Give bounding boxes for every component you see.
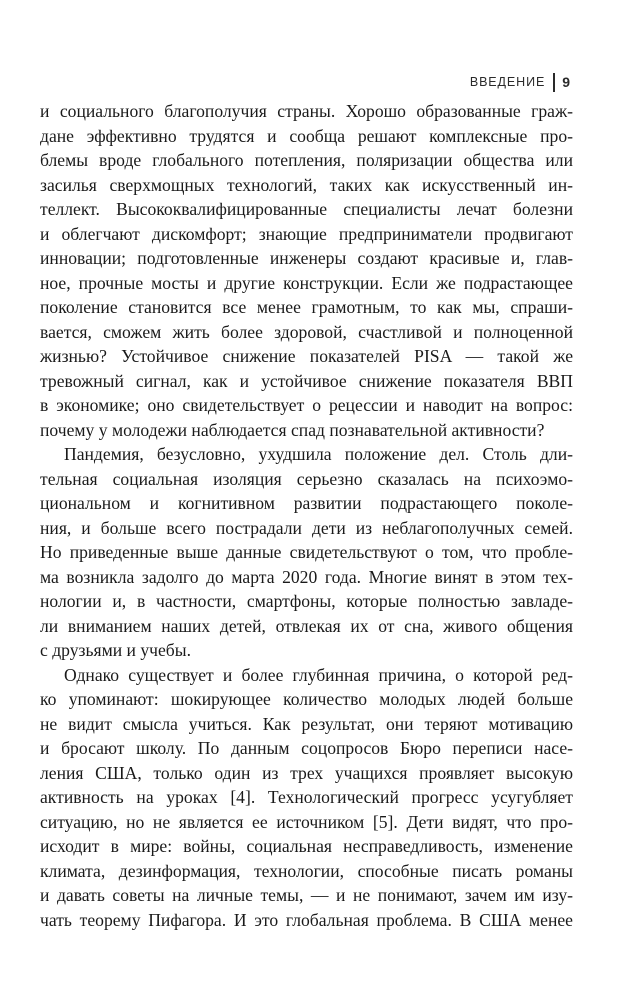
page-number: 9 — [562, 74, 570, 90]
text-line: Однако существует и более глубинная причина, о которой ред- — [64, 664, 573, 685]
text-line: тревожный сигнал, как и устойчивое снижение показателя ВВП — [40, 370, 573, 391]
text-line: засилья сверхмощных технологий, таких как искусственный ин- — [40, 174, 573, 195]
text-line: климата, дезинформация, технологии, способные писать романы — [40, 860, 573, 881]
text-line: активность на уроках [4]. Технологический прогресс усугубляет — [40, 787, 573, 807]
text-line: в экономике; оно свидетельствует о рецессии и наводит на вопрос: — [40, 395, 573, 415]
text-line: с друзьями и учебы. — [40, 640, 191, 660]
text-line: и давать советы на личные темы, — и не понимают, зачем им изу- — [40, 885, 573, 905]
running-head — [470, 71, 570, 93]
text-line: ситуацию, но не является ее источником [5]. Дети видят, что про- — [40, 811, 573, 832]
text-line: исходит в мире: войны, социальная несправедливость, изменение — [40, 836, 573, 856]
text-line: блемы вроде глобального потепления, поляризации общества или — [40, 150, 573, 170]
text-line: ли вниманием наших детей, отвлекая их от сна, живого общения — [40, 615, 573, 636]
body-text — [40, 99, 573, 932]
text-line: инновации; подготовленные инженеры создают красивые и, глав- — [40, 248, 573, 268]
text-line: тельная социальная изоляция серьезно сказалась на психоэмо- — [40, 468, 573, 489]
text-line: и бросают школу. По данным соцопросов Бюро переписи насе- — [40, 738, 573, 758]
text-line: ления США, только один из трех учащихся проявляет высокую — [40, 762, 573, 783]
text-line: дане эффективно трудятся и сообща решают комплексные про- — [40, 125, 573, 146]
text-line: ко упоминают: шокирующее количество молодых людей больше — [40, 689, 573, 709]
text-line: чать теорему Пифагора. И это глобальная проблема. В США менее — [40, 909, 573, 930]
text-line: нологии и, в частности, смартфоны, которые полностью завладе- — [40, 591, 573, 611]
text-line: и облегчают дискомфорт; знающие предприниматели продвигают — [40, 223, 573, 244]
text-line: вается, сможем жить более здоровой, счастливой и полноценной — [40, 321, 573, 342]
section-title: ВВЕДЕНИЕ — [469, 75, 546, 89]
text-line: почему у молодежи наблюдается спад познавательной активности? — [40, 419, 545, 440]
text-line: и социального благополучия страны. Хорошо образованные граж- — [40, 101, 573, 121]
text-line: циональном и когнитивном развитии подрастающего поколе- — [40, 493, 573, 513]
text-line: Пандемия, безусловно, ухудшила положение дел. Столь дли- — [64, 444, 573, 464]
text-line: ма возникла задолго до марта 2020 года. Многие винят в этом тех- — [40, 566, 573, 587]
text-line: теллект. Высококвалифицированные специалисты лечат болезни — [40, 199, 573, 219]
text-line: ния, и больше всего пострадали дети из неблагополучных семей. — [40, 517, 573, 538]
header-divider — [553, 73, 555, 92]
text-line: жизнью? Устойчивое снижение показателей PISA — такой же — [40, 346, 573, 366]
text-line: Но приведенные выше данные свидетельствуют о том, что пробле- — [40, 542, 573, 562]
text-line: не видит смысла учиться. Как результат, они теряют мотивацию — [40, 713, 573, 734]
text-line: ное, прочные мосты и другие конструкции. Если же подрастающее — [40, 272, 573, 293]
text-line: поколение становится все менее грамотным, то как мы, спраши- — [40, 297, 573, 317]
